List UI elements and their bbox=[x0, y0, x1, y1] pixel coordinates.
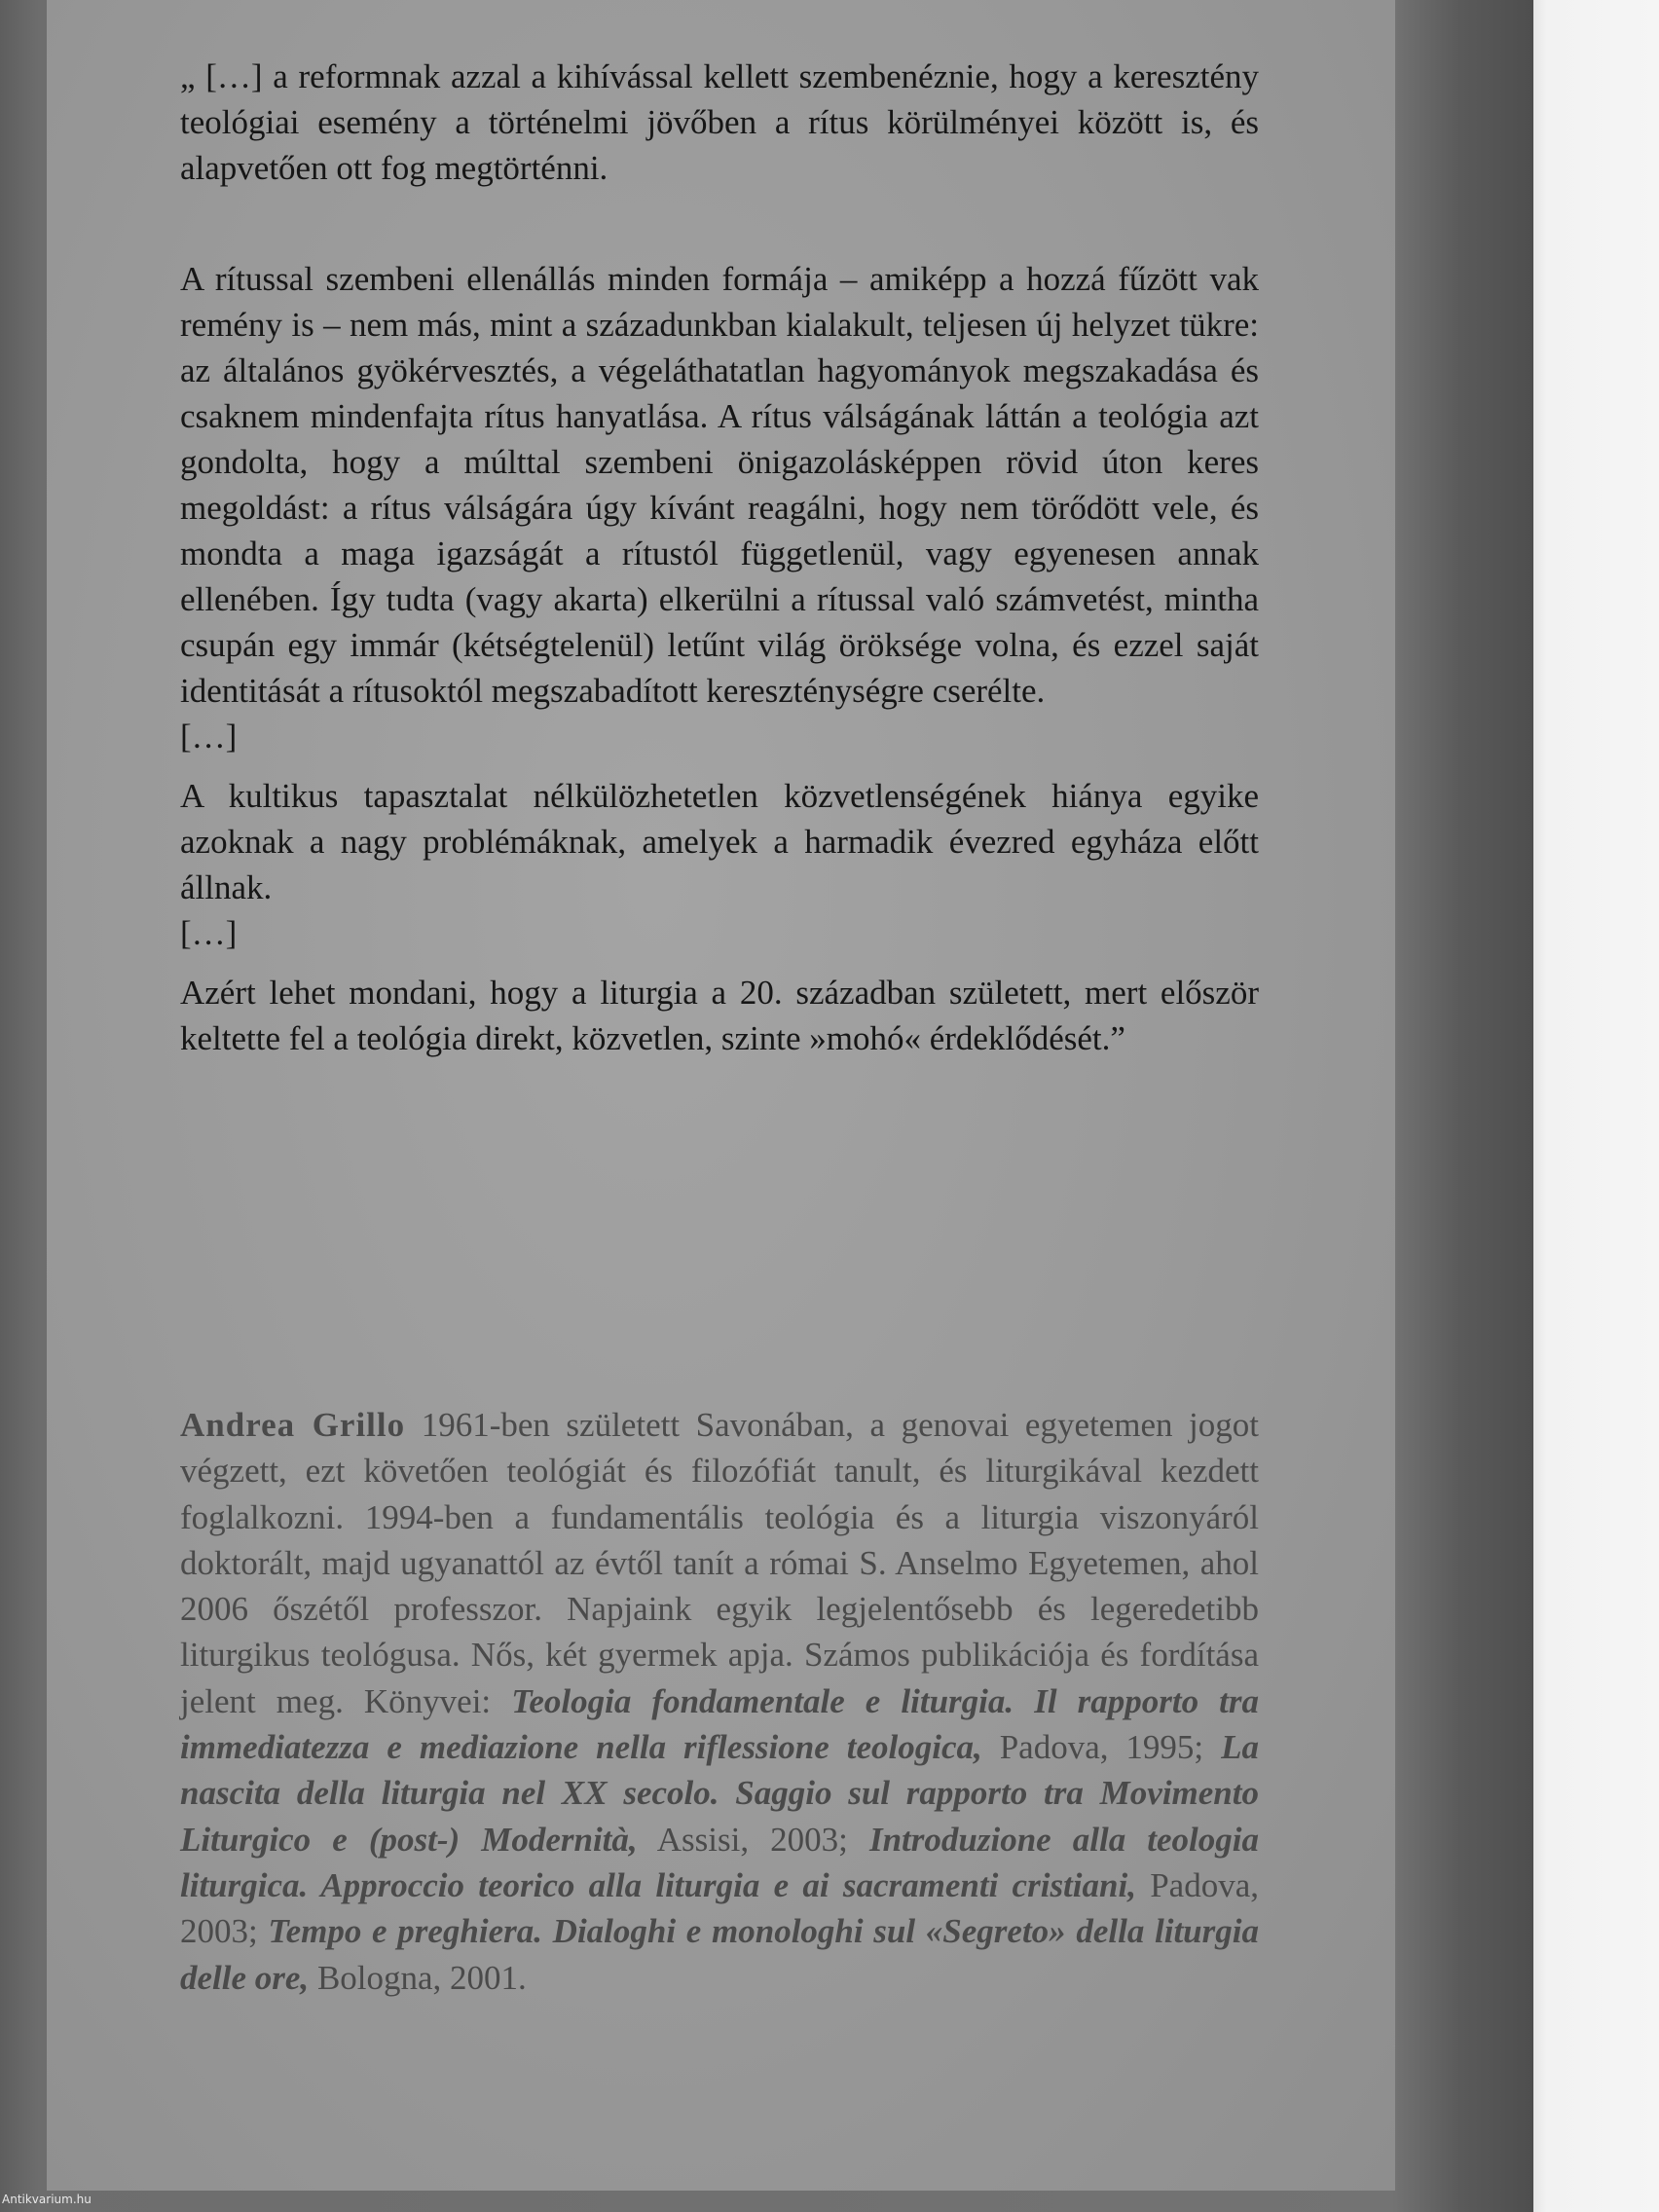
book-publication-4: Bologna, 2001. bbox=[309, 1958, 527, 1997]
author-bio bbox=[180, 1402, 1259, 2001]
background-wall bbox=[1519, 0, 1659, 2212]
quote-paragraph-4: Azért lehet mondani, hogy a liturgia a 20. században született, mert először keltette fel a teológia direkt, közvetlen, szinte »mohó« érdeklődését.” bbox=[180, 974, 1259, 1057]
quote-paragraph-2: A rítussal szembeni ellenállás minden formája – amiképp a hozzá fűzött vak remény is – nem más, mint a századunkban kialakult, teljesen új helyzet tükre: az általános gyökérvesztés, a végeláthatatlan hagyományok megszakadása és csaknem mindenfajta rítus hanyatlása. A rítus válságának láttán a teológia azt gondolta, hogy a múlttal szembeni önigazolásképpen rövid úton keres megoldást: a rítus válságára úgy kívánt reagálni, hogy nem törődött vele, és mondta a maga igazságát a rítustól függetlenül, vagy egyenesen annak ellenében. Így tudta (vagy akarta) elkerülni a rítussal való számvetést, mintha csupán egy immár (kétségtelenül) letűnt világ öröksége volna, és ezzel saját identitását a rítusoktól megszabadított kereszténységre cserélte. bbox=[180, 260, 1259, 710]
book-title-1: Teologia fondamentale e liturgia. Il rapporto tra immediatezza e mediazione nella riflessione teologica, bbox=[180, 1681, 1259, 1767]
book-publication-1: Padova, 1995; bbox=[981, 1728, 1222, 1767]
book-title-4: Tempo e preghiera. Dialoghi e monologhi sul «Segreto» della liturgia delle ore, bbox=[180, 1912, 1259, 1997]
quote-ellipsis-2: […] bbox=[180, 914, 238, 952]
book-title-2: La nascita della liturgia nel XX secolo. Saggio sul rapporto tra Movimento Liturgico e (post-) Modernità, bbox=[180, 1728, 1259, 1859]
book-publication-2: Assisi, 2003; bbox=[637, 1820, 869, 1859]
book-title-3: Introduzione alla teologia liturgica. Approccio teorico alla liturgia e ai sacramenti cristiani, bbox=[180, 1820, 1259, 1904]
quote-paragraph-1: „ […] a reformnak azzal a kihívással kellett szembenéznie, hogy a keresztény teológiai esemény a történelmi jövőben a rítus körülményei között is, és alapvetően ott fog megtörténni. bbox=[180, 57, 1259, 187]
bio-text: 1961-ben született Savonában, a genovai egyetemen jogot végzett, ezt követően teológiát és filozófiát tanult, és liturgikával kezdett foglalkozni. 1994-ben a fundamentális teológia és a liturgia viszonyáról doktorált, majd ugyanattól az évtől tanít a római S. Anselmo Egyetemen, ahol 2006 őszétől professzor. Napjaink egyik legjelentősebb és legeredetibb liturgikus teológusa. Nős, két gyermek apja. Számos publikációja és fordítása jelent meg. Könyvei: bbox=[180, 1406, 1260, 1720]
quote-block bbox=[180, 54, 1259, 1061]
quote-ellipsis-1: […] bbox=[180, 718, 238, 756]
watermark-text: Antikvarium.hu bbox=[2, 2193, 92, 2206]
bio-paragraph bbox=[180, 1402, 1259, 2001]
book-publication-3: Padova, 2003; bbox=[180, 1865, 1259, 1951]
quote-paragraph-3: A kultikus tapasztalat nélkülözhetetlen közvetlenségének hiánya egyike azoknak a nagy problémáknak, amelyek a harmadik évezred egyháza előtt állnak. bbox=[180, 777, 1259, 906]
author-name: Andrea Grillo bbox=[180, 1406, 406, 1444]
